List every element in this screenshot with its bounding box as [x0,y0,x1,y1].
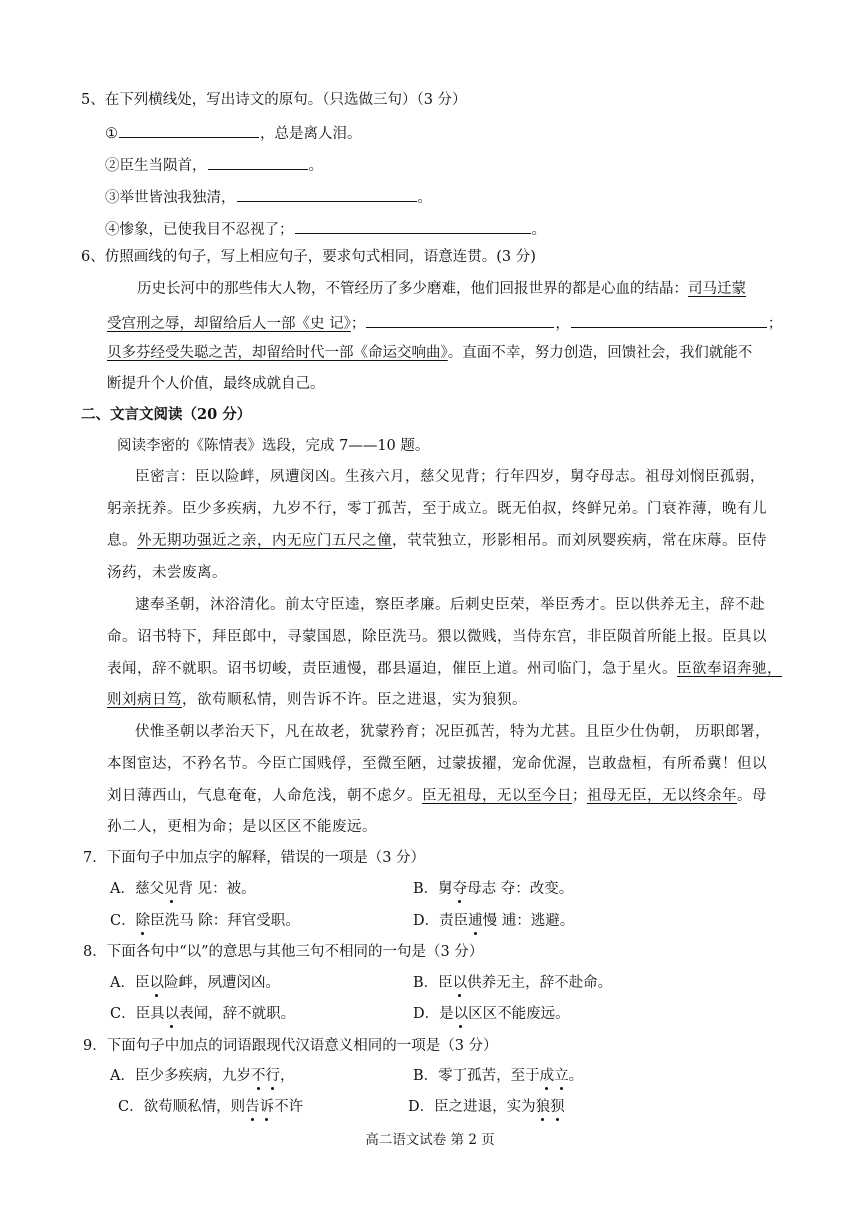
passage-p1-l3-b: ，茕茕独立，形影相吊。而刘夙婴疾病，常在床蓐。臣侍 [392,533,767,549]
q9-a-post: ， [279,1068,295,1084]
q8-option-c [110,1004,295,1024]
q9-a-pre: A．臣少多疾病，九岁 [110,1068,251,1084]
q6-para-line-1 [137,279,746,299]
q5-item2-pre: ②臣生当陨首， [105,158,207,174]
q5-item-3 [105,185,432,208]
q7-d-pre: D．责臣 [413,913,469,929]
q8-c-pre: C．臣具 [110,1006,165,1022]
q7-option-a [110,879,256,899]
page-footer: 高二语文试卷 第 2 页 [365,1132,495,1148]
q5-title: 5、在下列横线处，写出诗文的原句。（只选做三句）（3 分） [81,92,467,108]
passage-p3-l3-underlined-2: 祖母无臣，无以终余年 [587,788,737,804]
passage-p3-line-4: 孙二人，更相为命；是以区区不能废远。 [107,819,377,835]
q8-title: 8．下面各句中“以”的意思与其他三句不相同的一句是（3 分） [83,944,484,960]
q7-option-c [110,911,300,931]
q7-title: 7．下面句子中加点字的解释，错误的一项是（3 分） [83,850,426,866]
q6-blank-1 [366,311,554,328]
q8-a-post: 险衅，夙遭闵凶。 [163,975,280,991]
passage-p1-line-2: 躬亲抚养。臣少多疾病，九岁不行，零丁孤苦，至于成立。既无伯叔，终鲜兄弟。门衰祚薄，晚有儿 [107,501,767,517]
q5-item4-pre: ④惨象，已使我目不忍视了； [105,222,294,238]
q9-b-dotted-2: 立 [554,1068,569,1084]
q9-title: 9．下面句子中加点的词语跟现代汉语意义相同的一项是（3 分） [83,1038,498,1054]
q7-option-d [413,911,574,931]
q9-option-c [118,1097,303,1117]
q5-item-1 [105,121,362,144]
q7-c-post: 臣洗马 除：拜官受职。 [150,913,300,929]
q7-b-post: 母志 夺：改变。 [467,881,574,897]
q7-c-pre: C． [110,913,136,929]
passage-p1-line-1: 臣密言：臣以险衅，夙遭闵凶。生孩六月，慈父见背；行年四岁，舅夺母志。祖母刘悯臣孤弱， [135,469,765,485]
q6-p2-end: ； [767,316,783,332]
passage-p1-line-3 [107,531,767,551]
q7-c-dotted: 除 [135,913,151,929]
q5-item1-post: ，总是离人泪。 [260,126,362,142]
q8-a-pre: A．臣 [110,975,150,991]
q9-c-post: 不许 [274,1099,304,1115]
passage-p1-l3-underlined: 外无期功强近之亲，内无应门五尺之僮 [137,533,392,549]
passage-p3-line-1: 伏惟圣朝以孝治天下，凡在故老，犹蒙矜育；况臣孤苦，特为尤甚。且臣少仕伪朝， 历职郎署， [135,724,771,740]
q7-a-post: 背 见：被。 [178,881,256,897]
q5-blank-2 [208,153,308,170]
q6-title: 6、仿照画线的句子，写上相应句子，要求句式相同，语意连贯。(3 分) [81,249,536,265]
q5-blank-4 [295,217,531,234]
q8-b-post: 供养无主，辞不赴命。 [467,975,613,991]
q8-d-pre: D．是 [413,1006,454,1022]
q5-item4-post: 。 [531,222,546,238]
q9-b-dotted-1: 成 [539,1068,555,1084]
section-heading: 二、文言文阅读（20 分） [81,406,252,423]
q6-p1-plain: 历史长河中的那些伟大人物，不管经历了多少磨难，他们回报世界的都是心血的结晶： [137,281,688,297]
q6-para-line-4: 断提升个人价值，最终成就自己。 [107,376,325,392]
q6-p3-plain: 。直面不幸，努力创造，回馈社会，我们就能不 [447,345,753,361]
q5-blank-1 [119,121,259,138]
passage-p1-l3-a: 息。 [107,533,137,549]
q9-a-dotted-1: 不 [250,1068,266,1084]
q8-a-dotted: 以 [149,975,164,991]
passage-p3-l3-a: 刘日薄西山，气息奄奄，人命危浅，朝不虑夕。 [107,788,422,804]
q6-p2-semicolon: ； [350,316,366,332]
passage-p2-l3-plain: 表闻，辞不就职。诏书切峻，责臣逋慢，郡县逼迫，催臣上道。州司临门，急于星火。 [107,661,677,677]
q7-option-b [413,879,573,899]
q7-a-dotted: 见 [163,881,179,897]
passage-p2-line-1: 逮奉圣朝，沐浴清化。前太守臣逵，察臣孝廉。后刺史臣荣，举臣秀才。臣以供养无主，辞不赴 [135,597,765,613]
q9-d-dotted-1: 狼 [535,1099,551,1115]
q9-b-post: 。 [568,1068,584,1084]
q9-b-pre: B．零丁孤苦，至于 [413,1068,540,1084]
q8-d-post: 区区不能废远。 [468,1006,570,1022]
q8-b-pre: B．臣 [413,975,453,991]
q5-blank-3 [237,185,417,202]
q7-d-post: 慢 逋：逃避。 [482,913,575,929]
q9-option-a [110,1066,294,1086]
q5-item-4 [105,217,546,240]
q8-option-d [413,1004,570,1024]
q6-blank-2 [571,311,767,328]
q8-d-dotted: 以 [453,1006,469,1022]
q6-p1-underlined: 司马迁蒙 [688,281,746,297]
passage-p2-l4-plain: ，欲苟顺私情，则告诉不许。臣之进退，实为狼狈。 [182,692,527,708]
q5-item1-pre: ① [105,126,118,142]
passage-p1-line-4: 汤药，未尝废离。 [107,565,227,581]
q9-d-pre: D．臣之进退，实为 [408,1099,536,1115]
section-intro: 阅读李密的《陈情表》选段，完成 7——10 题。 [117,438,430,454]
q8-b-dotted: 以 [452,975,468,991]
q9-c-dotted-2: 诉 [259,1099,275,1115]
q8-option-a [110,973,280,993]
q5-item3-pre: ③举世皆浊我独清， [105,190,236,206]
passage-p2-line-3 [107,659,782,679]
q6-para-line-2 [107,311,782,334]
passage-p2-l4-underlined: 则刘病日笃 [107,692,182,708]
q6-para-line-3 [107,343,752,363]
q9-c-dotted-1: 告 [245,1099,260,1115]
q7-d-dotted: 逋 [468,913,483,929]
q5-item-2 [105,153,323,176]
q9-a-dotted-2: 行 [265,1068,280,1084]
passage-p2-line-4 [107,690,527,710]
q8-c-post: 表闻，辞不就职。 [179,1006,296,1022]
q9-option-d [408,1097,565,1117]
q7-a-pre: A．慈父 [110,881,164,897]
q8-c-dotted: 以 [164,1006,180,1022]
q6-p2-underlined: 受宫刑之辱，却留给后人一部《史 记》 [107,316,351,332]
q9-d-dotted-2: 狈 [550,1099,565,1115]
passage-p3-line-2: 本图宦达，不矜名节。今臣亡国贱俘，至微至陋，过蒙拔擢，宠命优渥，岂敢盘桓，有所希冀！但以 [107,756,767,772]
q8-option-b [413,973,612,993]
passage-p2-l3-underlined: 臣欲奉诏奔驰， [677,661,782,677]
passage-p2-line-2: 命。诏书特下，拜臣郎中，寻蒙国恩，除臣洗马。猥以微贱，当侍东宫，非臣陨首所能上报。臣具以 [107,629,767,645]
q5-item3-post: 。 [417,190,432,206]
q6-p2-comma: ， [555,316,570,332]
passage-p3-l3-b: 。母 [737,788,767,804]
passage-p3-l3-underlined-1: 臣无祖母，无以至今日 [422,788,572,804]
passage-p3-l3-sep: ； [572,788,587,804]
q9-c-pre: C．欲苟顺私情，则 [118,1099,246,1115]
q6-p3-underlined: 贝多芬经受失聪之苦，却留给时代一部《命运交响曲》 [107,345,448,361]
q7-b-dotted: 夺 [452,881,468,897]
passage-p3-line-3 [107,786,767,806]
q9-option-b [413,1066,583,1086]
q5-item2-post: 。 [308,158,323,174]
q7-b-pre: B．舅 [413,881,453,897]
